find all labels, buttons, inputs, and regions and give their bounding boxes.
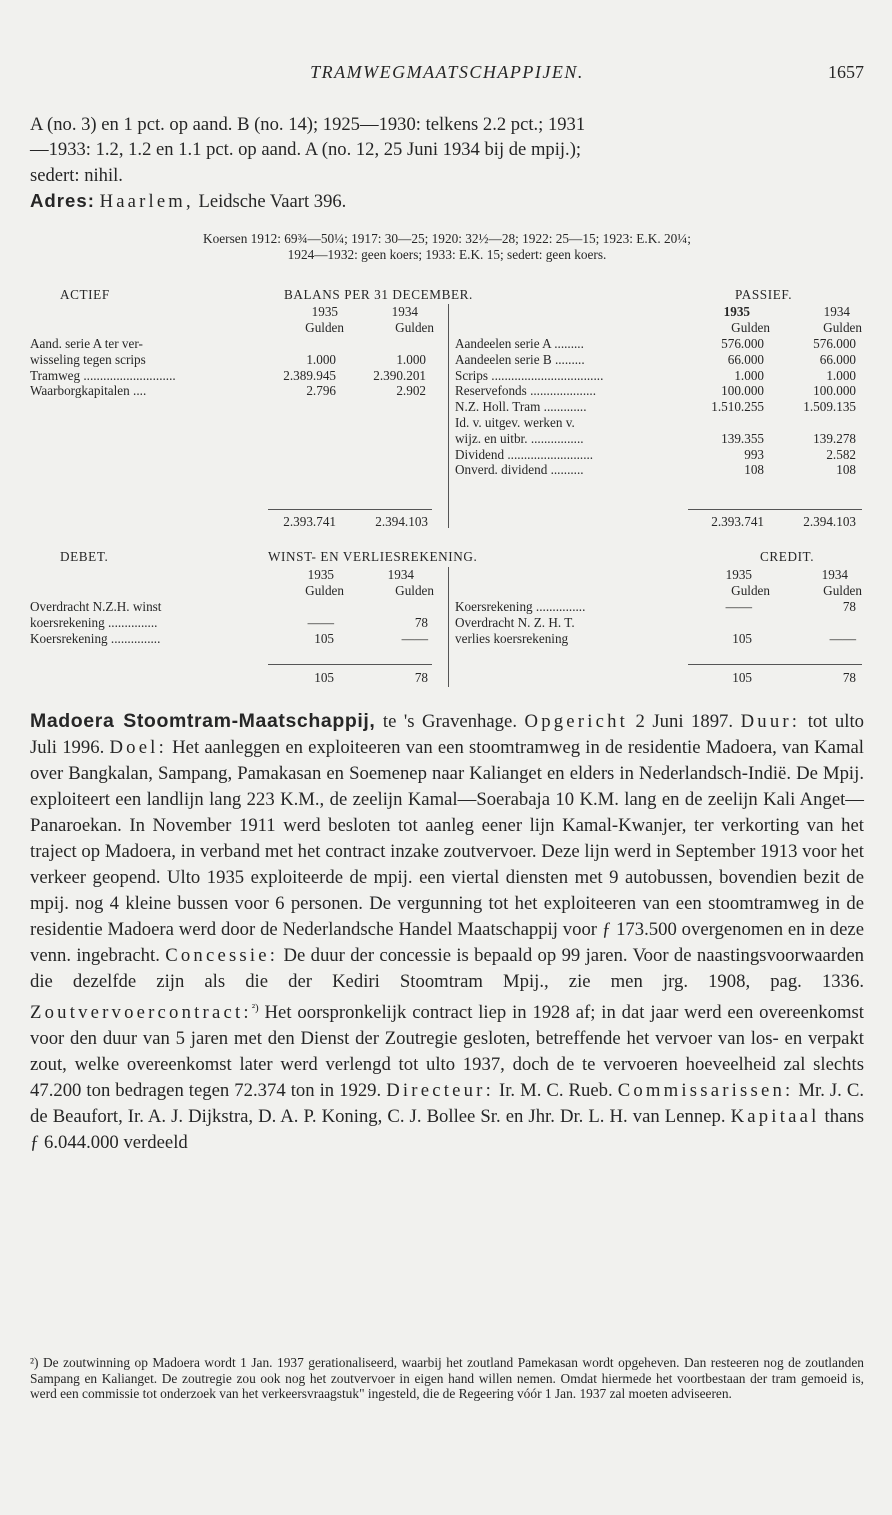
row-value-1: —— xyxy=(307,614,334,630)
running-title: TRAMWEGMAATSCHAPPIJEN. xyxy=(310,62,584,82)
year-header: 1934 xyxy=(391,304,418,319)
total-value: 2.393.741 xyxy=(711,514,764,529)
row-label: Waarborgkapitalen .... xyxy=(30,383,147,399)
column-rule xyxy=(448,567,449,687)
unit-header: Gulden xyxy=(731,320,770,335)
total-value: 2.394.103 xyxy=(375,514,428,529)
total-rule xyxy=(268,664,432,665)
unit-header: Gulden xyxy=(305,320,344,335)
directeur-value: Ir. M. C. Rueb. xyxy=(493,1080,618,1102)
row-value-2: 2.390.201 xyxy=(373,367,426,383)
doel-value: Het aanleggen en exploiteeren van een stoomtramweg in de residentie Madoera, van Kamal over Bangkalan, Sampang, Pamakasan en Soemenep naar Kalianget en elders in Nederlandsch-Indië. De Mpij. exploiteert een landlijn lang 223 K.M., de zeelijn Kamal—Soerabaja 10 K.M. lang en de zeelijn Kali Anget—Panaroekan. In November 1911 werd besloten tot aanleg eener lijn Kamal-Kwanjer, ter verkorting van het traject op Madoera, in verband met het contract inzake zoutvervoer. Deze lijn werd in September 1913 voor het verkeer geopend. Ulto 1935 exploiteerde de mpij. een viertal diensten met 9 autobussen, bovendien bezit de mpij. nog 4 kleine bussen voor 6 personen. De vergunning tot het exploiteeren van een stoomtramweg in de residentie Madoera werd door de Nederlandsche Handel Maatschappij voor ƒ 173.500 overgenomen en in deze venn. ingebracht. xyxy=(30,737,864,966)
row-label: Koersrekening ............... xyxy=(30,630,161,646)
kapitaal-value: thans ƒ 6.044.000 verdeeld xyxy=(30,1106,864,1154)
winst-left-title: DEBET. xyxy=(60,549,109,564)
row-value-1: 1.000 xyxy=(306,351,336,367)
row-value-1: 66.000 xyxy=(727,351,764,367)
page-number: 1657 xyxy=(828,62,864,82)
row-value-1: —— xyxy=(725,599,752,614)
balans-center-title: BALANS PER 31 DECEMBER. xyxy=(284,287,473,302)
year-header: 1935 xyxy=(307,567,334,582)
kapitaal-label: Kapitaal xyxy=(730,1106,820,1128)
row-value-2: 66.000 xyxy=(819,351,856,367)
year-header: 1934 xyxy=(823,304,850,319)
intro-line: —1933: 1.2, 1.2 en 1.1 pct. op aand. A (no. 12, 25 Juni 1934 bij de mpij.); xyxy=(30,139,582,161)
row-value-1: 2.389.945 xyxy=(283,367,336,383)
row-label: Dividend .......................... xyxy=(455,446,594,462)
footnote-text: De zoutwinning op Madoera wordt 1 Jan. 1937 gerationaliseerd, waarbij het zoutland Pamekasan wordt opgeheven. Dan resteeren nog de zoutlanden Sampang en Kalianget. De zoutregie zou ook nog het zoutvervoer in eigen hand willen nemen. Omdat hiermede het voortbestaan der tram gemoeid is, werd een commissie tot onderzoek van het verkeersvraagstuk" ingesteld, die de Regeering vóór 1 Jan. 1937 zal moeten adviseeren. xyxy=(30,1355,864,1402)
row-value-1: 1.510.255 xyxy=(711,399,764,415)
row-value-2: —— xyxy=(829,630,856,646)
row-label: Overdracht N.Z.H. winst xyxy=(30,599,162,614)
company-name: Madoera Stoomtram-Maatschappij, xyxy=(30,710,376,732)
unit-header: Gulden xyxy=(395,320,434,335)
row-value-1: 2.796 xyxy=(306,383,336,399)
address-label: Adres: xyxy=(30,190,95,212)
row-label: Onverd. dividend .......... xyxy=(455,462,584,478)
footnote-ref: ²) xyxy=(251,1002,259,1014)
row-value-1: 993 xyxy=(744,446,764,462)
footnote xyxy=(30,1355,864,1402)
zoutvervoer-value: Het oorspronkelijk contract liep in 1928 af; in dat jaar werd een overeenkomst voor den duur van 5 jaren met den Dienst der Zoutregie gesloten, betreffende het vervoer van los- en verpakt zout, welke overeenkomst later werd verlengd tot ulto 1937, doch de te vervoeren hoeveelheid zal slechts 47.200 ton bedragen tegen 72.374 ton in 1929. xyxy=(30,1002,864,1102)
row-value-2: 1.509.135 xyxy=(803,399,856,415)
row-value-2: 2.902 xyxy=(396,383,426,399)
winst-right-title: CREDIT. xyxy=(760,549,815,564)
row-value-1: 105 xyxy=(732,630,752,646)
address-line xyxy=(30,188,864,214)
year-header: 1934 xyxy=(821,567,848,582)
koersen-block xyxy=(30,231,864,263)
duur-label: Duur: xyxy=(740,711,801,732)
address-city: Haarlem, xyxy=(99,191,194,213)
total-rule xyxy=(688,664,862,665)
koersen-line: 1924—1932: geen koers; 1933: E.K. 15; sedert: geen koers. xyxy=(287,247,607,263)
total-value: 78 xyxy=(842,670,856,685)
row-value-1: 105 xyxy=(314,630,334,646)
row-value-2: 78 xyxy=(414,614,428,630)
balans-left-title: ACTIEF xyxy=(60,287,110,302)
intro-line: A (no. 3) en 1 pct. op aand. B (no. 14); 1925—1930: telkens 2.2 pct.; 1931 xyxy=(30,114,586,135)
footnote-mark: ²) xyxy=(30,1355,39,1370)
row-value-2: 100.000 xyxy=(813,383,856,399)
total-value: 2.393.741 xyxy=(283,514,336,529)
row-value-1: 108 xyxy=(744,462,764,478)
year-header: 1935 xyxy=(725,567,752,582)
doel-label: Doel: xyxy=(109,737,167,758)
total-rule xyxy=(688,509,862,510)
total-value: 2.394.103 xyxy=(803,514,856,529)
total-value: 78 xyxy=(414,670,428,685)
commissarissen-label: Commissarissen: xyxy=(617,1080,794,1102)
row-label: N.Z. Holl. Tram ............. xyxy=(455,399,587,415)
madoera-article xyxy=(30,708,864,1156)
row-label: Scrips .................................. xyxy=(455,367,604,383)
row-label: verlies koersrekening xyxy=(455,630,569,646)
winst-center-title: WINST- EN VERLIESREKENING. xyxy=(268,549,478,564)
year-header: 1934 xyxy=(387,567,414,582)
opgericht-label: Opgericht xyxy=(524,711,629,732)
unit-header: Gulden xyxy=(305,583,344,598)
total-rule xyxy=(268,509,432,510)
row-label: Overdracht N. Z. H. T. xyxy=(455,614,575,630)
opgericht-value: 2 Juni 1897. xyxy=(628,711,741,732)
balans-right-title: PASSIEF. xyxy=(735,287,793,302)
intro-line: sedert: nihil. xyxy=(30,164,123,186)
unit-header: Gulden xyxy=(395,583,434,598)
row-label: wisseling tegen scrips xyxy=(30,351,146,367)
row-value-2: 2.582 xyxy=(826,446,856,462)
row-value-1: 1.000 xyxy=(734,367,764,383)
company-seat: te 's Gravenhage. xyxy=(375,711,525,732)
concessie-value: De duur der concessie is bepaald op 99 jaren. Voor de naastingsvoorwaarden die dezelfde zijn als die der Kediri Stoomtram Mpij., zie men jrg. 1908, pag. 1336. xyxy=(30,945,864,992)
row-label: Reservefonds .................... xyxy=(455,383,597,399)
year-header: 1935 xyxy=(723,304,750,319)
row-value-1: 139.355 xyxy=(721,430,764,446)
commissarissen-value: Mr. J. C. de Beaufort, Ir. A. J. Dijkstra, D. A. P. Koning, C. J. Bollee Sr. en Jhr. Dr. L. H. van Lennep. xyxy=(30,1080,865,1128)
koersen-line: Koersen 1912: 69¾—50¼; 1917: 30—25; 1920: 32½—28; 1922: 25—15; 1923: E.K. 20¼; xyxy=(203,231,691,246)
row-value-2: 576.000 xyxy=(813,336,856,351)
row-label: wijz. en uitbr. ................ xyxy=(455,430,584,446)
row-label: Koersrekening ............... xyxy=(455,599,586,614)
row-value-1: 576.000 xyxy=(721,336,764,351)
row-value-2: 1.000 xyxy=(396,351,426,367)
address-street: Leidsche Vaart 396. xyxy=(193,191,347,213)
row-label: Tramweg ............................ xyxy=(30,367,176,383)
row-label: Aandeelen serie A ......... xyxy=(455,336,584,351)
row-value-2: 78 xyxy=(842,599,856,614)
duur-value: tot ulto Juli 1996. xyxy=(30,711,865,758)
intro-block xyxy=(30,112,864,215)
row-value-2: —— xyxy=(401,630,428,646)
zoutvervoer-label: Zoutvervoercontract: xyxy=(30,1002,252,1024)
total-value: 105 xyxy=(314,670,334,685)
column-rule xyxy=(448,304,449,528)
total-value: 105 xyxy=(732,670,752,685)
row-label: Aandeelen serie B ......... xyxy=(455,351,585,367)
unit-header: Gulden xyxy=(731,583,770,598)
row-value-2: 108 xyxy=(836,462,856,478)
row-value-2: 139.278 xyxy=(813,430,856,446)
row-value-1: 100.000 xyxy=(721,383,764,399)
unit-header: Gulden xyxy=(823,320,862,335)
running-header xyxy=(30,62,864,86)
row-label: Aand. serie A ter ver- xyxy=(30,336,143,351)
row-label: Id. v. uitgev. werken v. xyxy=(455,415,575,430)
concessie-label: Concessie: xyxy=(165,945,279,966)
row-value-2: 1.000 xyxy=(826,367,856,383)
year-header: 1935 xyxy=(311,304,338,319)
unit-header: Gulden xyxy=(823,583,862,598)
directeur-label: Directeur: xyxy=(386,1080,494,1102)
row-label: koersrekening ............... xyxy=(30,614,158,630)
